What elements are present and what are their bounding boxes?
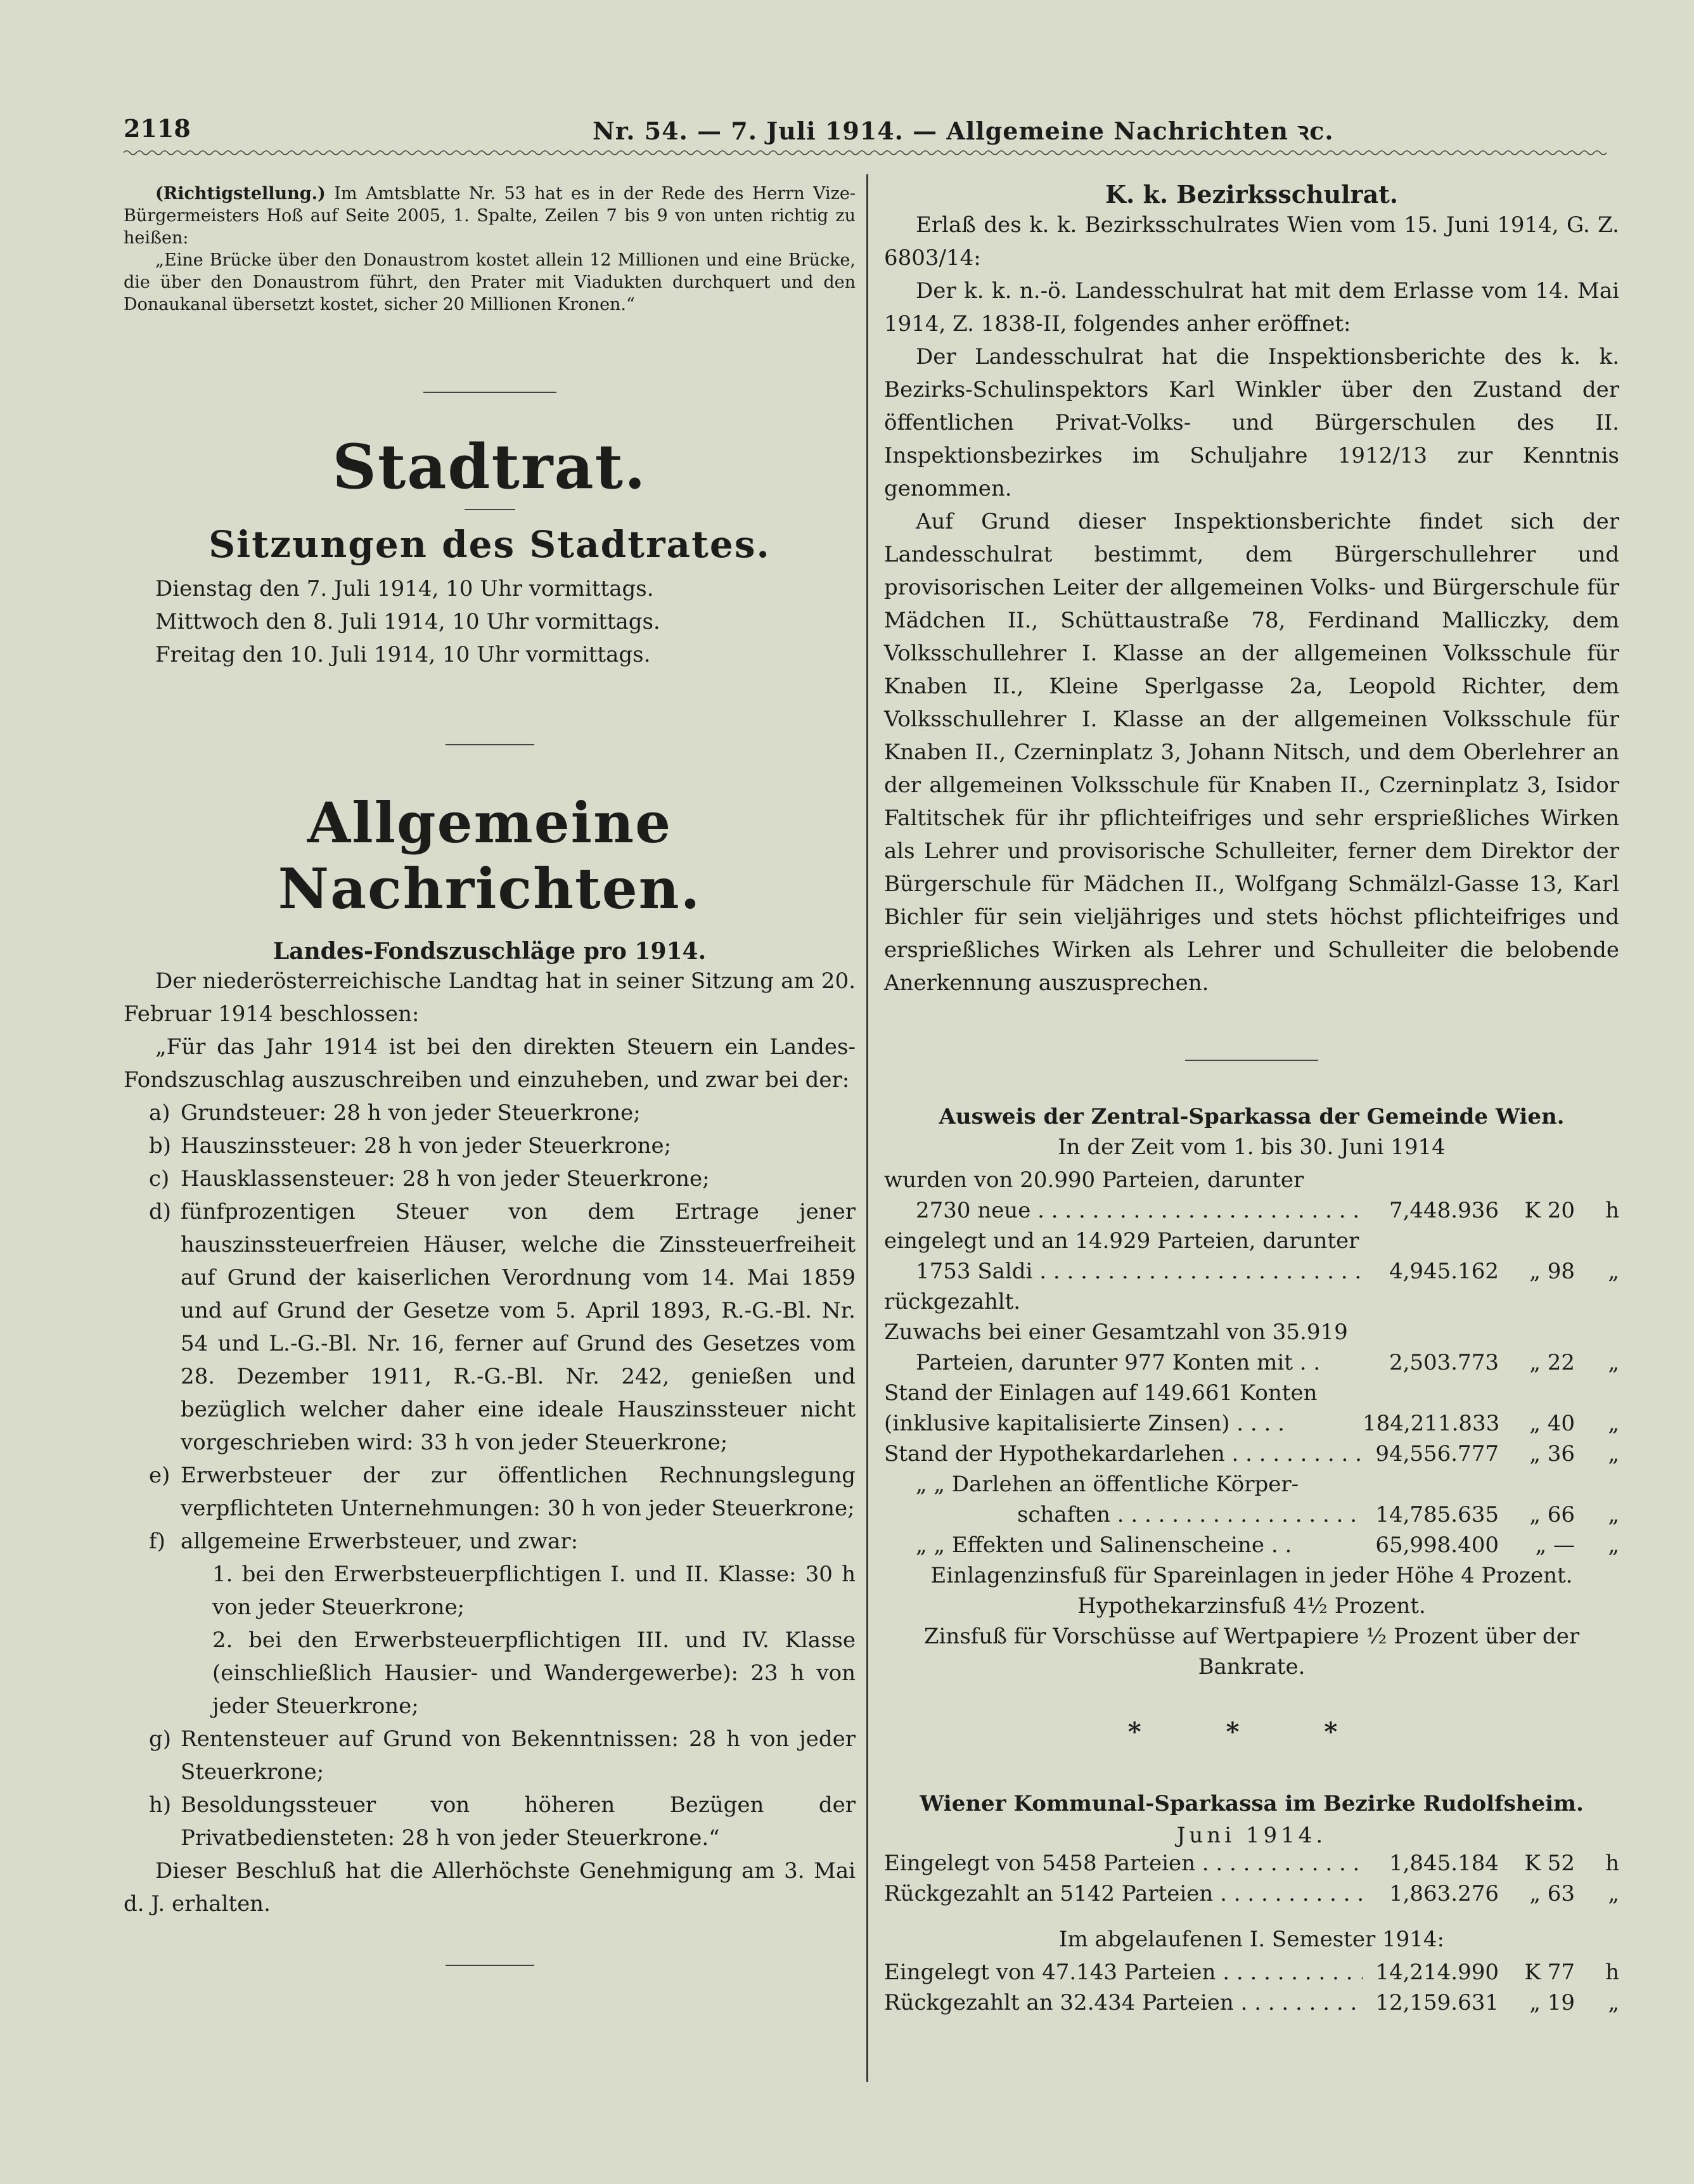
correction-notice — [124, 177, 856, 316]
bezirksschulrat-p1: Erlaß des k. k. Bezirksschulrates Wien vom 15. Juni 1914, G. Z. 6803/14: — [884, 212, 1619, 271]
ledger-h: h — [1605, 1851, 1619, 1876]
ledger-description: „ „ Effekten und Salinenscheine . . — [916, 1532, 1292, 1558]
ledger-h — [1575, 1469, 1619, 1500]
running-head: Nr. 54. — 7. Juli 1914. — Allgemeine Nachrichten ꝛc. — [593, 117, 1334, 145]
ledger-amount: 184,211.833 — [1363, 1411, 1500, 1436]
ledger-k: „ 98 — [1529, 1259, 1575, 1284]
ledger-k: „ 19 — [1529, 1990, 1575, 2015]
tax-item: g) Rentensteuer auf Grund von Bekenntnissen: 28 h von jeder Steuerkrone; — [149, 1726, 856, 1785]
ledger-description: Zuwachs bei einer Gesamtzahl von 35.919 — [884, 1320, 1348, 1345]
ledger-h: „ — [1608, 1441, 1619, 1467]
ledger-row — [884, 1195, 1619, 1226]
ledger-k: „ 66 — [1529, 1502, 1575, 1527]
right-column — [884, 177, 1619, 2018]
nachrichten-intro: Der niederösterreichische Landtag hat in seiner Sitzung am 20. Februar 1914 beschlossen: — [124, 968, 856, 1027]
ledger-amount: 1,863.276 — [1389, 1881, 1499, 1906]
zentral-table — [884, 1165, 1619, 1560]
tax-item: a) Grundsteuer: 28 h von jeder Steuerkrone; — [149, 1100, 641, 1126]
nachrichten-closing: Dieser Beschluß hat die Allerhöchste Genehmigung am 3. Mai d. J. erhalten. — [124, 1858, 856, 1917]
tax-item: e) Erwerbsteuer der zur öffentlichen Rechnungslegung verpflichteten Unternehmungen: 30 h von jeder Steuerkrone; — [149, 1463, 856, 1521]
ledger-row — [884, 1848, 1619, 1879]
left-column — [124, 177, 856, 1966]
divider-rule — [423, 392, 556, 393]
ledger-h — [1575, 1378, 1619, 1408]
ledger-description: Stand der Einlagen auf 149.661 Konten — [884, 1380, 1318, 1406]
ledger-h: „ — [1608, 1881, 1619, 1906]
tax-subitem: 2. bei den Erwerbsteuerpflichtigen III. und IV. Klasse (einschließlich Hausier- und Wandergewerbe): 23 h von jeder Steuerkrone; — [212, 1628, 856, 1719]
bezirksschulrat-p2: Der k. k. n.-ö. Landesschulrat hat mit dem Erlasse vom 14. Mai 1914, Z. 1838-II, folgendes anher eröffnet: — [884, 278, 1619, 337]
tax-list — [124, 1096, 856, 1854]
ledger-amount: 12,159.631 — [1375, 1990, 1499, 2015]
session-item: Mittwoch den 8. Juli 1914, 10 Uhr vormittags. — [155, 609, 660, 634]
stadtrat-subtitle: Sitzungen des Stadtrates. — [209, 523, 771, 566]
ledger-amount — [1363, 1317, 1499, 1347]
ledger-h — [1575, 1317, 1619, 1347]
divider-rule — [446, 1965, 534, 1966]
ledger-k — [1499, 1378, 1575, 1408]
divider-rule — [446, 744, 534, 745]
ledger-row — [884, 1439, 1619, 1469]
ledger-amount: 14,214.990 — [1375, 1960, 1499, 1985]
nachrichten-quote-start: „Für das Jahr 1914 ist bei den direkten Steuern ein Landes-Fondszuschlag auszuschreiben und einzuheben, und zwar bei der: — [124, 1034, 856, 1093]
ledger-k: „ 22 — [1529, 1350, 1575, 1375]
ledger-row — [884, 1408, 1619, 1439]
rudolfsheim-month: Juni 1914. — [1176, 1823, 1327, 1848]
divider-rule — [1185, 1060, 1318, 1061]
ledger-amount — [1363, 1378, 1499, 1408]
ledger-h: „ — [1608, 1350, 1619, 1375]
rudolfsheim-title: Wiener Kommunal-Sparkassa im Bezirke Rudolfsheim. — [920, 1791, 1584, 1816]
ledger-h: h — [1605, 1960, 1619, 1985]
ledger-h: „ — [1608, 1411, 1619, 1436]
ledger-h: „ — [1608, 1990, 1619, 2015]
ledger-amount: 14,785.635 — [1375, 1502, 1499, 1527]
ledger-amount — [1363, 1469, 1499, 1500]
page-header — [124, 114, 1610, 152]
ledger-row — [884, 1500, 1619, 1530]
bezirksschulrat-p4: Auf Grund dieser Inspektionsberichte findet sich der Landesschulrat bestimmt, dem Bürgerschullehrer und provisorischen Leiter der allgemeinen Volks- und Bürgerschule für Mädchen II., Schüttaustraße 78, Ferdinand Malliczky, dem Volksschullehrer I. Klasse an der allgemeinen Volksschule für Knaben II., Kleine Sperlgasse 2a, Leopold Richter, dem Volksschullehrer I. Klasse an der allgemeinen Volksschule für Knaben II., Czerninplatz 3, Johann Nitsch, und dem Oberlehrer an der allgemeinen Volksschule für Knaben II., Czerninplatz 3, Isidor Faltitschek für ihr pflichteifriges und sehr ersprießliches Wirken als Lehrer und provisorische Schulleiter, ferner dem Direktor der Bürgerschule für Mädchen II., Wolfgang Schmälzl-Gasse 13, Karl Bichler für sein vieljähriges und stets höchst pflichteifriges und ersprießliches Wirken als Lehrer und Schulleiter die belobende Anerkennung auszusprechen. — [884, 509, 1619, 996]
zentral-rate-3: Zinsfuß für Vorschüsse auf Wertpapiere ½ Prozent über der Bankrate. — [923, 1624, 1580, 1680]
column-divider — [866, 174, 868, 2082]
ledger-k — [1499, 1226, 1575, 1256]
session-item: Dienstag den 7. Juli 1914, 10 Uhr vormittags. — [155, 576, 654, 601]
tax-item: d) fünfprozentigen Steuer von dem Ertrage jener hauszinssteuerfreien Häuser, welche die Zinssteuerfreiheit auf Grund der kaiserlichen Verordnung vom 14. Mai 1859 und auf Grund der Gesetze vom 5. April 1893, R.-G.-Bl. Nr. 54 und L.-G.-Bl. Nr. 16, ferner auf Grund des Gesetzes vom 28. Dezember 1911, R.-G.-Bl. Nr. 242, genießen und bezüglich welcher daher eine ideale Hauszinssteuer nicht vorgeschrieben wird: 33 h von jeder Steuerkrone; — [149, 1199, 856, 1455]
zentral-rate-1: Einlagenzinsfuß für Spareinlagen in jeder Höhe 4 Prozent. — [930, 1563, 1573, 1588]
ledger-description: Rückgezahlt an 5142 Parteien . . . — [884, 1879, 1363, 1909]
ledger-description: rückgezahlt. — [884, 1289, 1021, 1314]
bezirksschulrat-p3: Der Landesschulrat hat die Inspektionsberichte des k. k. Bezirks-Schulinspektors Karl Winkler über den Zustand der öffentlichen Privat-Volks- und Bürgerschulen des II. Inspektionsbezirkes im Schuljahre 1912/13 zur Kenntnis genommen. — [884, 344, 1619, 501]
ledger-amount — [1363, 1165, 1499, 1195]
ledger-k: „ 40 — [1529, 1411, 1575, 1436]
ledger-description: „ „ Darlehen an öffentliche Körper- — [916, 1472, 1299, 1497]
ledger-amount — [1363, 1287, 1499, 1317]
ledger-row — [884, 1988, 1619, 2018]
ledger-description: Parteien, darunter 977 Konten mit . . — [916, 1350, 1321, 1375]
ledger-amount: 1,845.184 — [1389, 1851, 1499, 1876]
ledger-h: „ — [1608, 1502, 1619, 1527]
tax-item: f) allgemeine Erwerbsteuer, und zwar: — [149, 1529, 579, 1554]
rudolfsheim-table-semester — [884, 1957, 1619, 2018]
tax-item: c) Hausklassensteuer: 28 h von jeder Steuerkrone; — [149, 1166, 710, 1192]
ledger-h: h — [1605, 1198, 1619, 1223]
divider-rule — [465, 509, 515, 510]
ledger-k: „ 36 — [1529, 1441, 1575, 1467]
ledger-k — [1499, 1287, 1575, 1317]
ledger-k: K 20 — [1524, 1198, 1575, 1223]
ledger-row — [884, 1226, 1619, 1256]
tax-subitem: 1. bei den Erwerbsteuerpflichtigen I. und II. Klasse: 30 h von jeder Steuerkrone; — [212, 1562, 856, 1620]
nachrichten-title: Allgemeine Nachrichten. — [278, 790, 702, 922]
ledger-description: Stand der Hypothekardarlehen . . . — [884, 1439, 1363, 1469]
ledger-k — [1499, 1165, 1575, 1195]
ledger-row — [884, 1879, 1619, 1909]
ledger-k: „ 63 — [1529, 1881, 1575, 1906]
ledger-h — [1575, 1165, 1619, 1195]
nachrichten-subtitle: Landes-Fondszuschläge pro 1914. — [273, 938, 707, 965]
ledger-description: eingelegt und an 14.929 Parteien, darunter — [884, 1228, 1359, 1254]
correction-quote: „Eine Brücke über den Donaustrom kostet allein 12 Millionen und eine Brücke, die über den Donaustrom führt, den Prater mit Viadukten durchquert und den Donaukanal übersetzt kostet, sicher 20 Millionen Kronen.“ — [124, 250, 856, 314]
correction-text: Im Amtsblatte Nr. 53 hat es in der Rede des Herrn Vize-Bürgermeisters Hoß auf Seite 2005, 1. Spalte, Zeilen 7 bis 9 von unten richtig zu heißen: — [124, 184, 856, 248]
ledger-description: 2730 neue . . . — [884, 1195, 1363, 1226]
ledger-amount — [1363, 1226, 1499, 1256]
ledger-description: Eingelegt von 5458 Parteien . . . — [884, 1848, 1363, 1879]
header-wavy-rule — [124, 149, 1610, 157]
ledger-h — [1575, 1226, 1619, 1256]
tax-item: b) Hauszinssteuer: 28 h von jeder Steuerkrone; — [149, 1133, 672, 1159]
rudolfsheim-semester: Im abgelaufenen I. Semester 1914: — [1059, 1927, 1444, 1952]
ledger-row — [884, 1378, 1619, 1408]
section-stars: * * * — [1127, 1717, 1376, 1747]
page-number: 2118 — [124, 114, 191, 143]
tax-item: h) Besoldungssteuer von höheren Bezügen der Privatbediensteten: 28 h von jeder Steuerkrone.“ — [149, 1792, 856, 1851]
ledger-description: schaften . . . — [884, 1500, 1363, 1530]
ledger-k: „ — — [1535, 1532, 1575, 1558]
ledger-description: (inklusive kapitalisierte Zinsen) . . . . — [884, 1411, 1285, 1436]
ledger-row — [884, 1317, 1619, 1347]
ledger-h: „ — [1608, 1532, 1619, 1558]
ledger-description: Eingelegt von 47.143 Parteien . . . — [884, 1957, 1363, 1988]
ledger-row — [884, 1165, 1619, 1195]
ledger-row — [884, 1287, 1619, 1317]
correction-label: (Richtigstellung.) — [155, 184, 326, 203]
ledger-k — [1499, 1469, 1575, 1500]
ledger-row — [884, 1957, 1619, 1988]
ledger-amount: 4,945.162 — [1389, 1259, 1499, 1284]
ledger-k: K 77 — [1524, 1960, 1575, 1985]
zentral-period: In der Zeit vom 1. bis 30. Juni 1914 — [1058, 1134, 1446, 1160]
session-item: Freitag den 10. Juli 1914, 10 Uhr vormittags. — [155, 642, 651, 667]
ledger-h — [1575, 1287, 1619, 1317]
ledger-row — [884, 1347, 1619, 1378]
ledger-amount: 94,556.777 — [1375, 1441, 1499, 1467]
ledger-k — [1499, 1317, 1575, 1347]
stadtrat-title: Stadtrat. — [332, 431, 647, 503]
ledger-description: Rückgezahlt an 32.434 Parteien . . . — [884, 1988, 1363, 2018]
ledger-k: K 52 — [1524, 1851, 1575, 1876]
ledger-description: wurden von 20.990 Parteien, darunter — [884, 1167, 1304, 1193]
ledger-h: „ — [1608, 1259, 1619, 1284]
ledger-row — [884, 1530, 1619, 1560]
session-list — [124, 572, 856, 671]
ledger-amount: 65,998.400 — [1375, 1532, 1499, 1558]
ledger-amount: 7,448.936 — [1389, 1198, 1499, 1223]
rudolfsheim-table — [884, 1848, 1619, 1909]
ledger-row — [884, 1256, 1619, 1287]
zentral-title: Ausweis der Zentral-Sparkassa der Gemeinde Wien. — [939, 1104, 1565, 1129]
zentral-rate-2: Hypothekarzinsfuß 4½ Prozent. — [1077, 1593, 1426, 1619]
ledger-description: 1753 Saldi . . . — [884, 1256, 1363, 1287]
bezirksschulrat-title: K. k. Bezirksschulrat. — [1105, 180, 1398, 209]
ledger-amount: 2,503.773 — [1389, 1350, 1499, 1375]
ledger-row — [884, 1469, 1619, 1500]
